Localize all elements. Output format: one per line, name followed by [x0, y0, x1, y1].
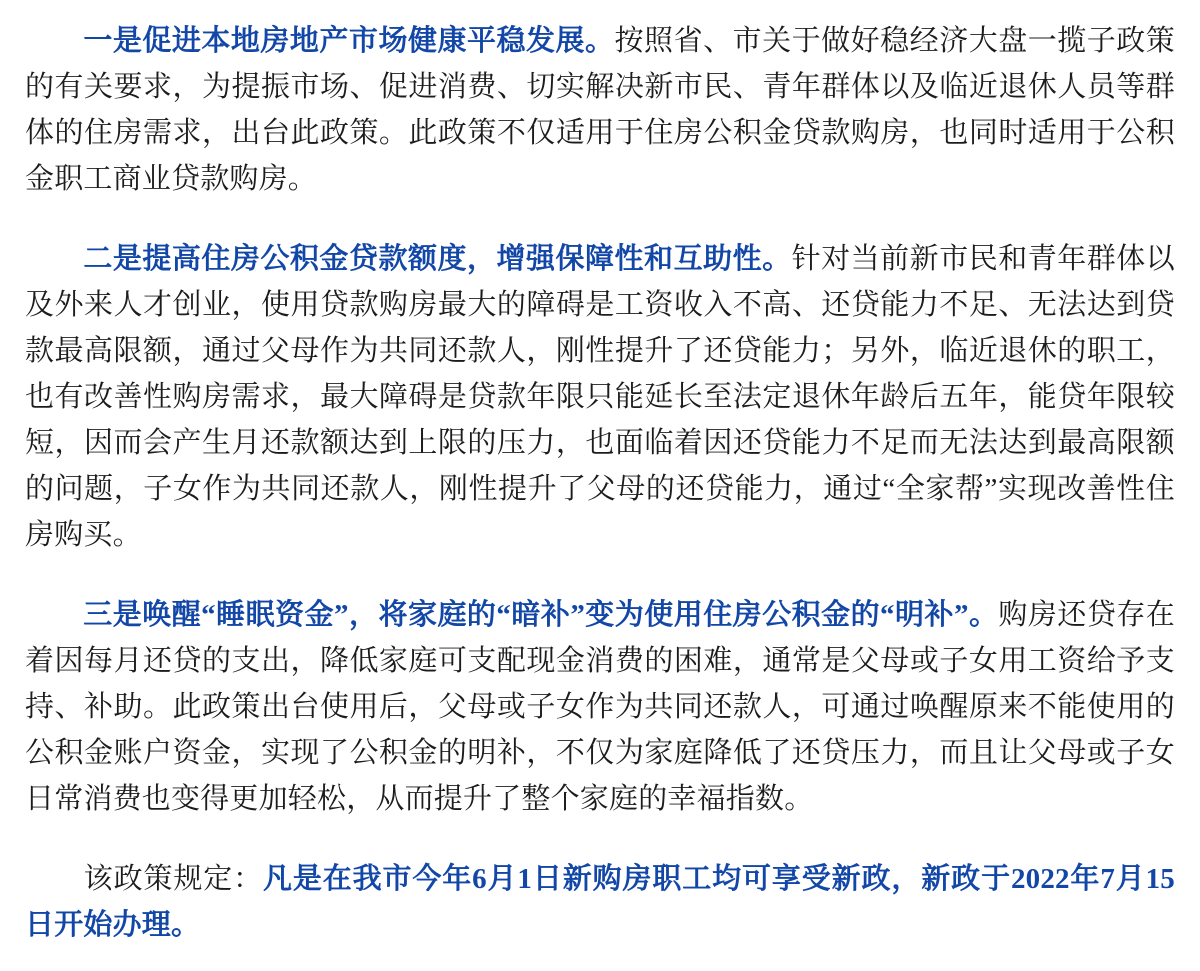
- document-body: [25, 18, 1175, 948]
- paragraph-2: [25, 236, 1175, 558]
- paragraph-2-lead: 二是提高住房公积金贷款额度，增强保障性和互助性。: [83, 243, 792, 275]
- paragraph-3-body: 购房还贷存在着因每月还贷的支出，降低家庭可支配现金消费的困难，通常是父母或子女用工资给予支持、补助。此政策出台使用后，父母或子女作为共同还款人，可通过唤醒原来不能使用的公积金账户资金，实现了公积金的明补，不仅为家庭降低了还贷压力，而且让父母或子女日常消费也变得更加轻松，从而提升了整个家庭的幸福指数。: [25, 599, 1175, 815]
- paragraph-3: [25, 592, 1175, 822]
- paragraph-1-body: 按照省、市关于做好稳经济大盘一揽子政策的有关要求，为提振市场、促进消费、切实解决新市民、青年群体以及临近退休人员等群体的住房需求，出台此政策。此政策不仅适用于住房公积金贷款购房，也同时适用于公积金职工商业贷款购房。: [25, 25, 1175, 195]
- final-paragraph-highlight: 凡是在我市今年6月1日新购房职工均可享受新政，新政于2022年7月15日开始办理。: [25, 863, 1175, 941]
- final-paragraph: [25, 856, 1175, 948]
- paragraph-1: [25, 18, 1175, 202]
- paragraph-3-lead: 三是唤醒“睡眠资金”，将家庭的“暗补”变为使用住房公积金的“明补”。: [83, 599, 999, 631]
- paragraph-1-lead: 一是促进本地房地产市场健康平稳发展。: [83, 25, 615, 57]
- paragraph-2-body: 针对当前新市民和青年群体以及外来人才创业，使用贷款购房最大的障碍是工资收入不高、还贷能力不足、无法达到贷款最高限额，通过父母作为共同还款人，刚性提升了还贷能力；另外，临近退休的职工，也有改善性购房需求，最大障碍是贷款年限只能延长至法定退休年龄后五年，能贷年限较短，因而会产生月还款额达到上限的压力，也面临着因还贷能力不足而无法达到最高限额的问题，子女作为共同还款人，刚性提升了父母的还贷能力，通过“全家帮”实现改善性住房购买。: [25, 243, 1175, 551]
- final-paragraph-label: 该政策规定：: [83, 863, 263, 895]
